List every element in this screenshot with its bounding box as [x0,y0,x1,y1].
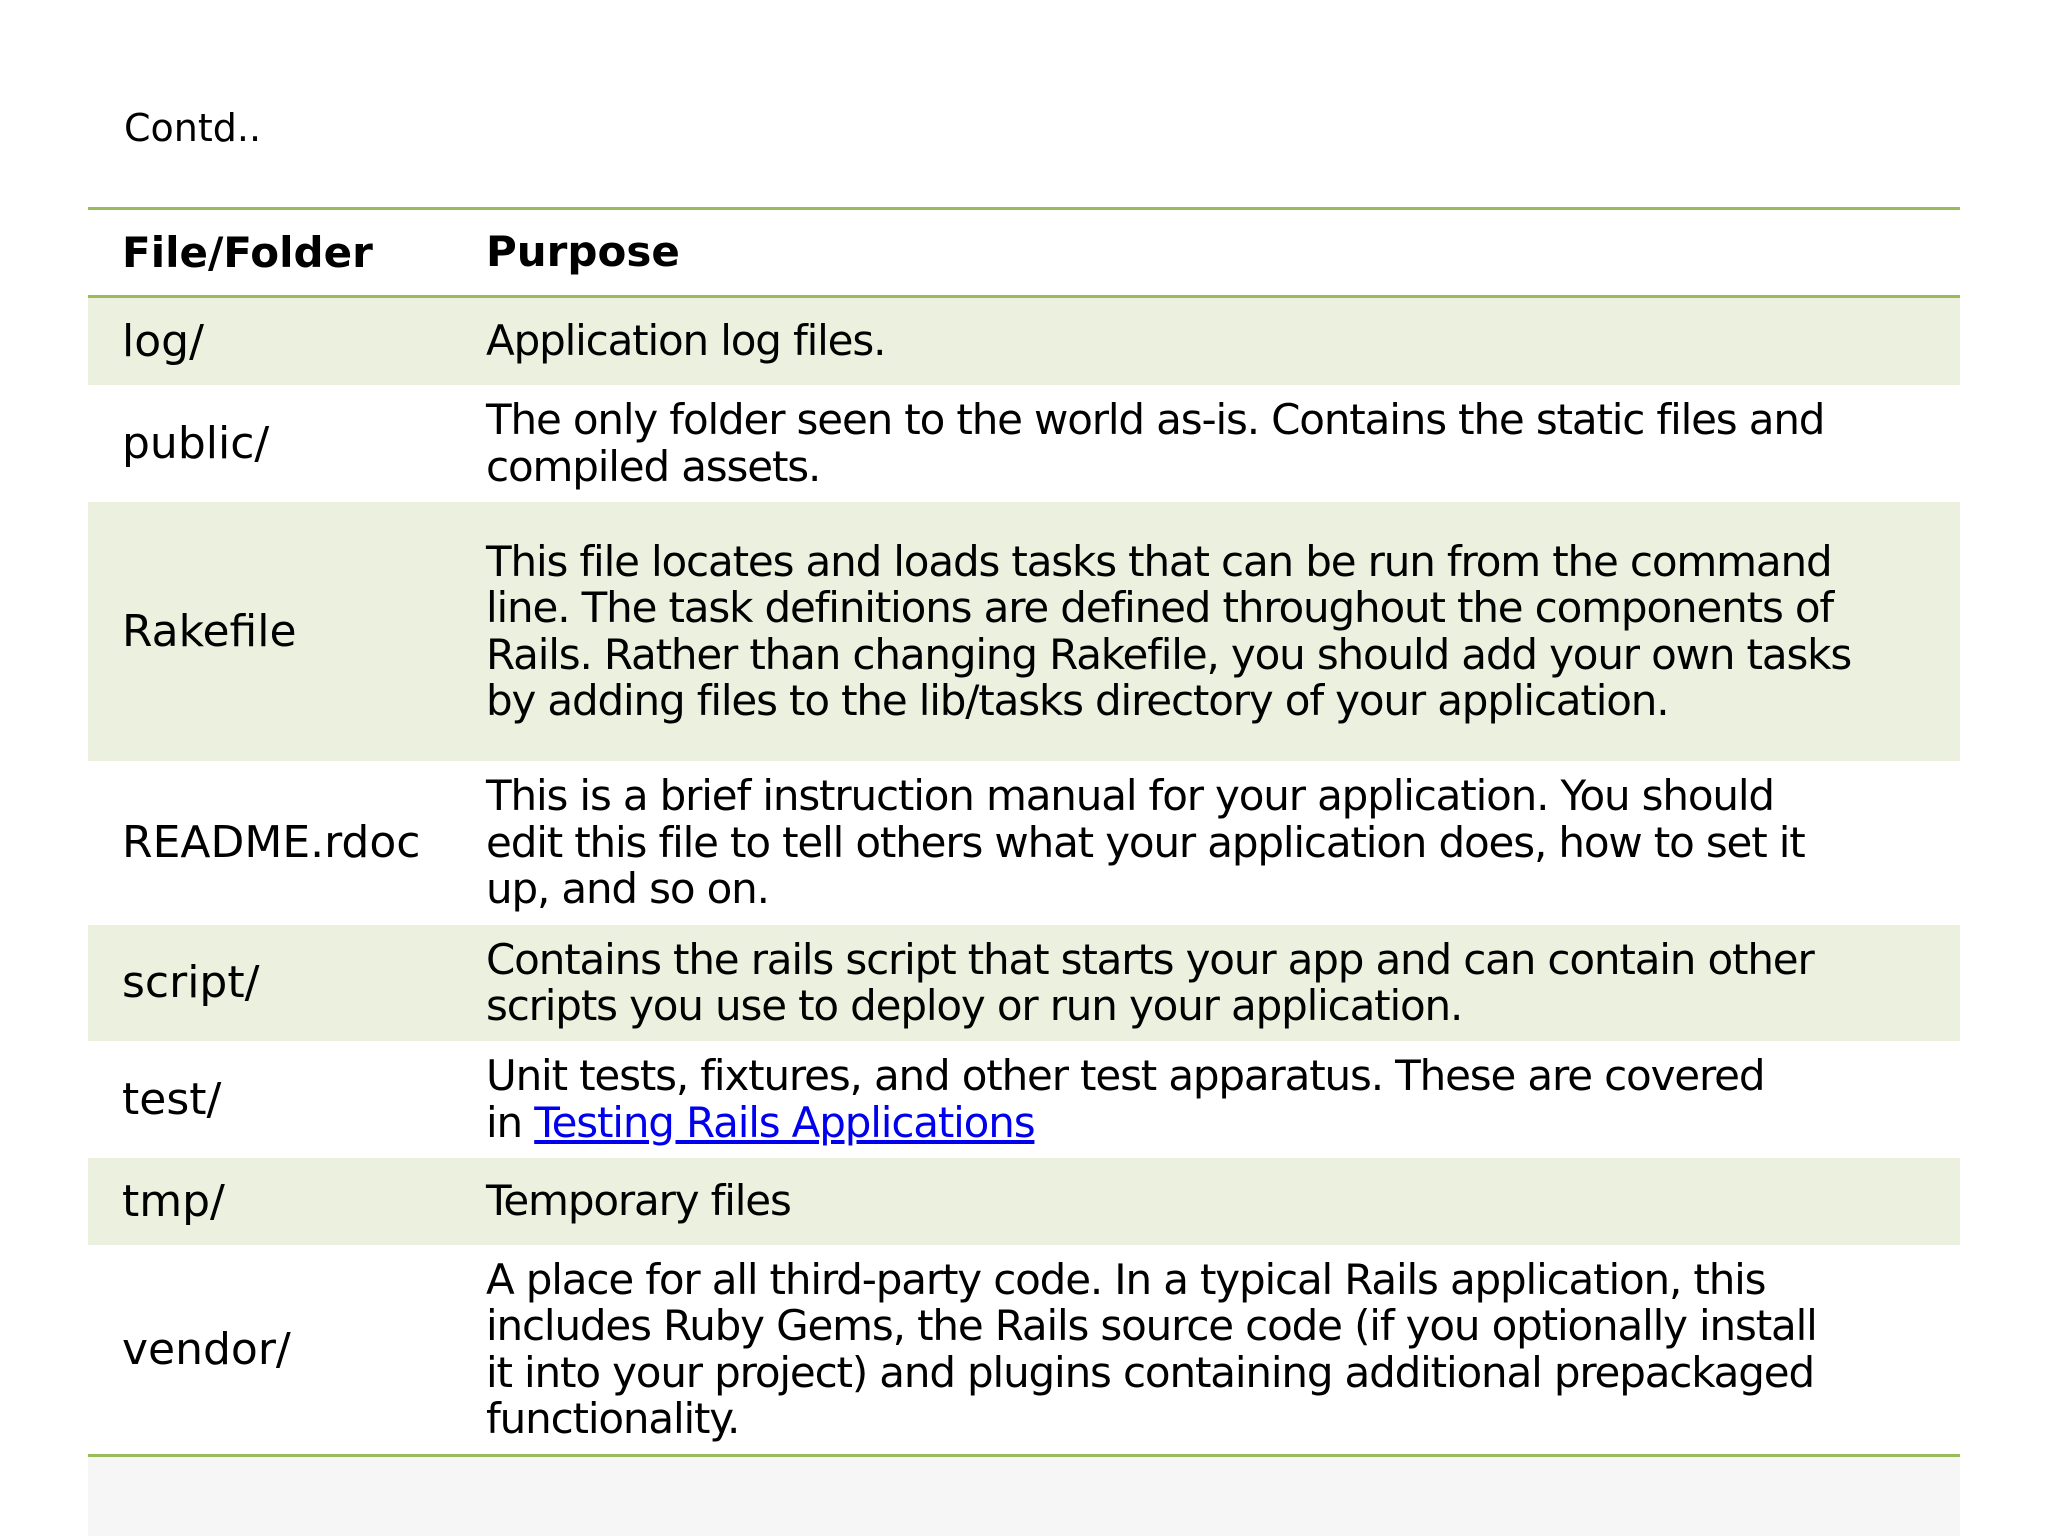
purpose-text [486,1254,1960,1443]
purpose-text [486,536,1960,725]
file-name: test/ [122,1073,222,1125]
purpose-line: Temporary files [486,1176,791,1226]
purpose-text [486,773,1960,913]
purpose-line: up, and so on. [486,864,769,914]
purpose-text [486,318,1960,365]
file-name: script/ [122,957,260,1008]
purpose-line: Application log files. [486,316,886,366]
purpose-line: compiled assets. [486,441,821,491]
table-header-row [88,210,1960,298]
table-row [88,1041,1960,1158]
purpose-text [486,934,1960,1030]
purpose-line: Rails. Rather than changing Rakefile, you should add your own tasks [486,629,1852,679]
table-row [88,1158,1960,1245]
file-name: README.rdoc [122,817,421,868]
purpose-line: scripts you use to deploy or run your application. [486,981,1463,1030]
purpose-line: A place for all third-party code. In a typical Rails application, this [486,1254,1766,1304]
purpose-line: functionality. [486,1394,740,1443]
purpose-line [486,1097,1930,1147]
purpose-line: Unit tests, fixtures, and other test apparatus. These are covered [486,1051,1765,1100]
file-purpose-table [88,207,1960,1457]
purpose-line: The only folder seen to the world as-is. Contains the static files and [486,395,1825,444]
file-name: log/ [122,315,204,367]
table-row [88,761,1960,925]
purpose-text [486,397,1960,490]
file-name: vendor/ [122,1323,291,1375]
table-row [88,925,1960,1041]
slide-bottom-band [88,1457,1960,1536]
purpose-text [486,1053,1960,1146]
purpose-line: edit this file to tell others what your application does, how to set it [486,817,1805,867]
purpose-line: This file locates and loads tasks that can be run from the command [486,536,1832,586]
purpose-text [486,1178,1960,1225]
table-row [88,502,1960,761]
purpose-prefix: in [486,1097,535,1147]
table-row [88,385,1960,502]
header-file-folder: File/Folder [122,227,373,277]
header-purpose: Purpose [486,227,680,277]
slide-subtitle: Contd.. [124,106,262,150]
table-row [88,298,1960,385]
purpose-line: it into your project) and plugins containing additional prepackaged [486,1347,1814,1397]
purpose-line: This is a brief instruction manual for your application. You should [486,771,1774,821]
purpose-line: by adding files to the lib/tasks directory of your application. [486,676,1669,725]
file-name: public/ [122,417,270,469]
file-name: tmp/ [122,1175,225,1227]
purpose-line: Contains the rails script that starts your app and can contain other [486,934,1814,984]
testing-rails-applications-link[interactable]: Testing Rails Applications [534,1097,1035,1147]
file-name: Rakefile [122,605,297,657]
purpose-line: includes Ruby Gems, the Rails source code (if you optionally install [486,1301,1817,1350]
table-row [88,1245,1960,1454]
purpose-line: line. The task definitions are defined throughout the components of [486,583,1834,632]
